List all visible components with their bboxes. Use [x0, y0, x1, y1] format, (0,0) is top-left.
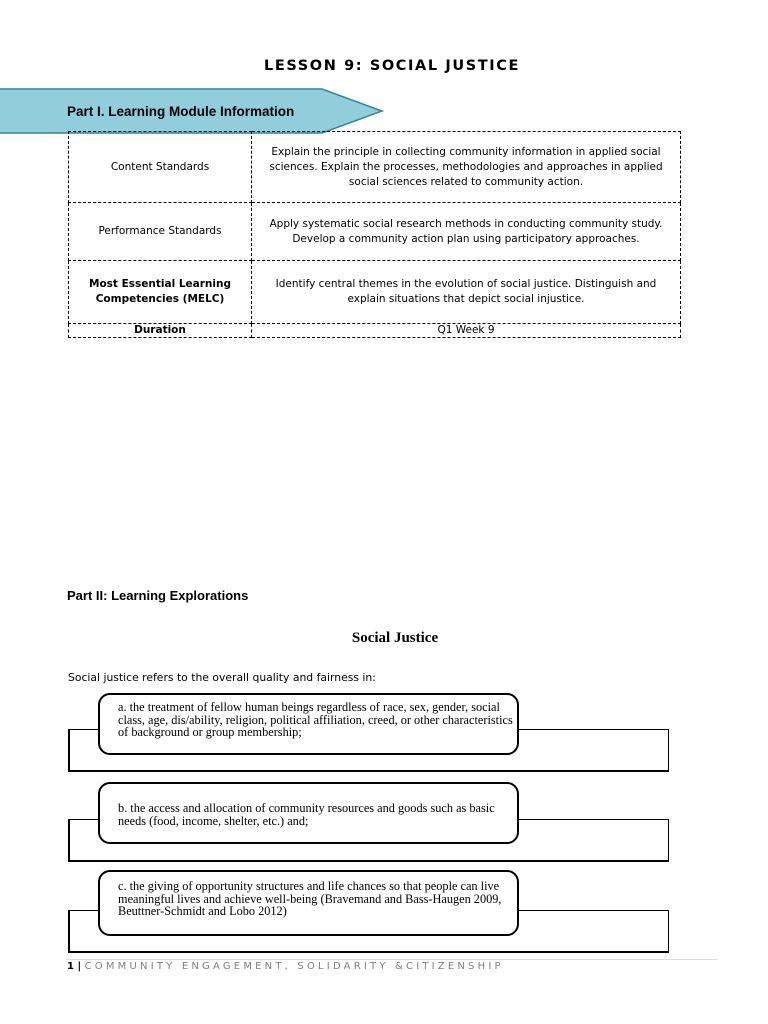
- list-item: b. the access and allocation of community resources and goods such as basic needs (food, income, shelter, etc.) and;: [98, 782, 519, 844]
- module-info-table: [68, 131, 681, 338]
- row-label: Most Essential Learning Competencies (MELC): [69, 261, 252, 324]
- section-title: Social Justice: [351, 630, 439, 646]
- table-row: [69, 324, 681, 338]
- table-row: [69, 261, 681, 324]
- page-number: 1: [67, 961, 74, 972]
- row-value: Q1 Week 9: [252, 324, 681, 338]
- page-footer: [67, 961, 504, 972]
- part1-heading: Part I. Learning Module Information: [67, 104, 295, 119]
- footer-divider: [66, 959, 718, 960]
- row-label: Duration: [69, 324, 252, 338]
- row-value: Apply systematic social research methods in conducting community study. Develop a community action plan using participatory approaches.: [252, 203, 681, 261]
- footer-course-title: COMMUNITY ENGAGEMENT, SOLIDARITY &CITIZENSHIP: [84, 961, 504, 972]
- row-label: Content Standards: [69, 132, 252, 203]
- list-item: a. the treatment of fellow human beings regardless of race, sex, gender, social class, age, dis/ability, religion, political affiliation, creed, or other characteristics of background or group membership;: [98, 693, 519, 755]
- footer-separator: |: [73, 961, 85, 972]
- part2-heading: Part II: Learning Explorations: [67, 588, 249, 603]
- row-label: Performance Standards: [69, 203, 252, 261]
- table-row: [69, 132, 681, 203]
- row-value: Identify central themes in the evolution of social justice. Distinguish and explain situations that depict social injustice.: [252, 261, 681, 324]
- lesson-title: LESSON 9: SOCIAL JUSTICE: [264, 58, 520, 74]
- list-item: c. the giving of opportunity structures and life chances so that people can live meaningful lives and achieve well-being (Bravemand and Bass-Haugen 2009, Beuttner-Schmidt and Lobo 2012): [98, 870, 519, 936]
- row-value: Explain the principle in collecting community information in applied social sciences. Explain the processes, methodologies and approaches in applied social sciences related to community action.: [252, 132, 681, 203]
- table-row: [69, 203, 681, 261]
- intro-text: Social justice refers to the overall quality and fairness in:: [68, 671, 376, 684]
